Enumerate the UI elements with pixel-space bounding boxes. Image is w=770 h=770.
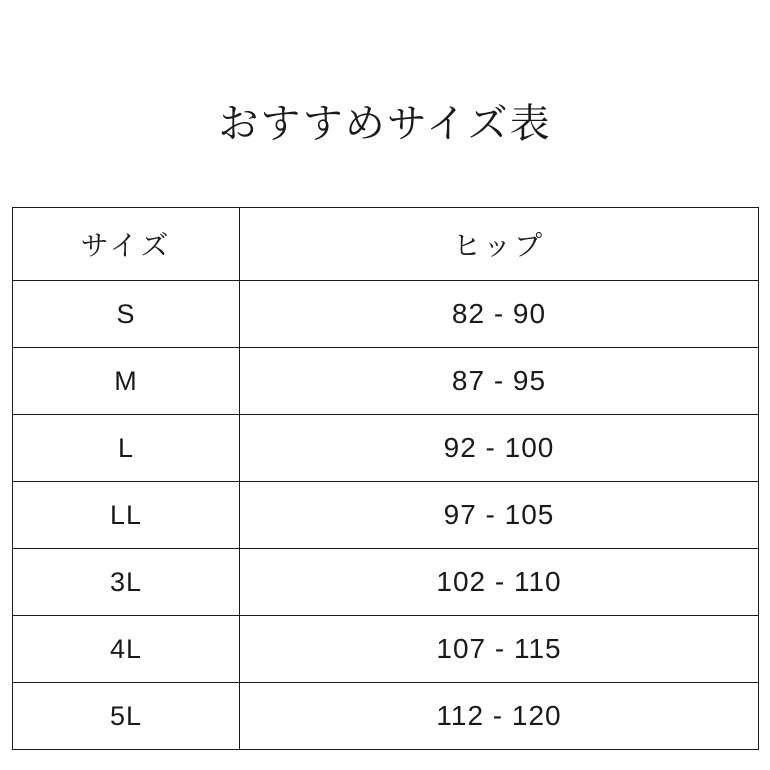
cell-size: M <box>13 348 240 415</box>
size-table <box>12 207 759 750</box>
page-title: おすすめサイズ表 <box>218 102 552 146</box>
column-header-hip: ヒップ <box>240 208 759 281</box>
cell-hip: 82 - 90 <box>240 281 759 348</box>
table-row <box>13 415 759 482</box>
cell-size: 3L <box>13 549 240 616</box>
cell-hip: 97 - 105 <box>240 482 759 549</box>
cell-size: 5L <box>13 683 240 750</box>
cell-hip: 107 - 115 <box>240 616 759 683</box>
cell-size: 4L <box>13 616 240 683</box>
cell-size: S <box>13 281 240 348</box>
column-header-size: サイズ <box>13 208 240 281</box>
table-row <box>13 281 759 348</box>
cell-hip: 102 - 110 <box>240 549 759 616</box>
cell-size: LL <box>13 482 240 549</box>
table-row <box>13 616 759 683</box>
table-row <box>13 482 759 549</box>
cell-hip: 92 - 100 <box>240 415 759 482</box>
table-row <box>13 549 759 616</box>
cell-hip: 112 - 120 <box>240 683 759 750</box>
table-row <box>13 683 759 750</box>
table-header-row <box>13 208 759 281</box>
cell-size: L <box>13 415 240 482</box>
cell-hip: 87 - 95 <box>240 348 759 415</box>
table-row <box>13 348 759 415</box>
